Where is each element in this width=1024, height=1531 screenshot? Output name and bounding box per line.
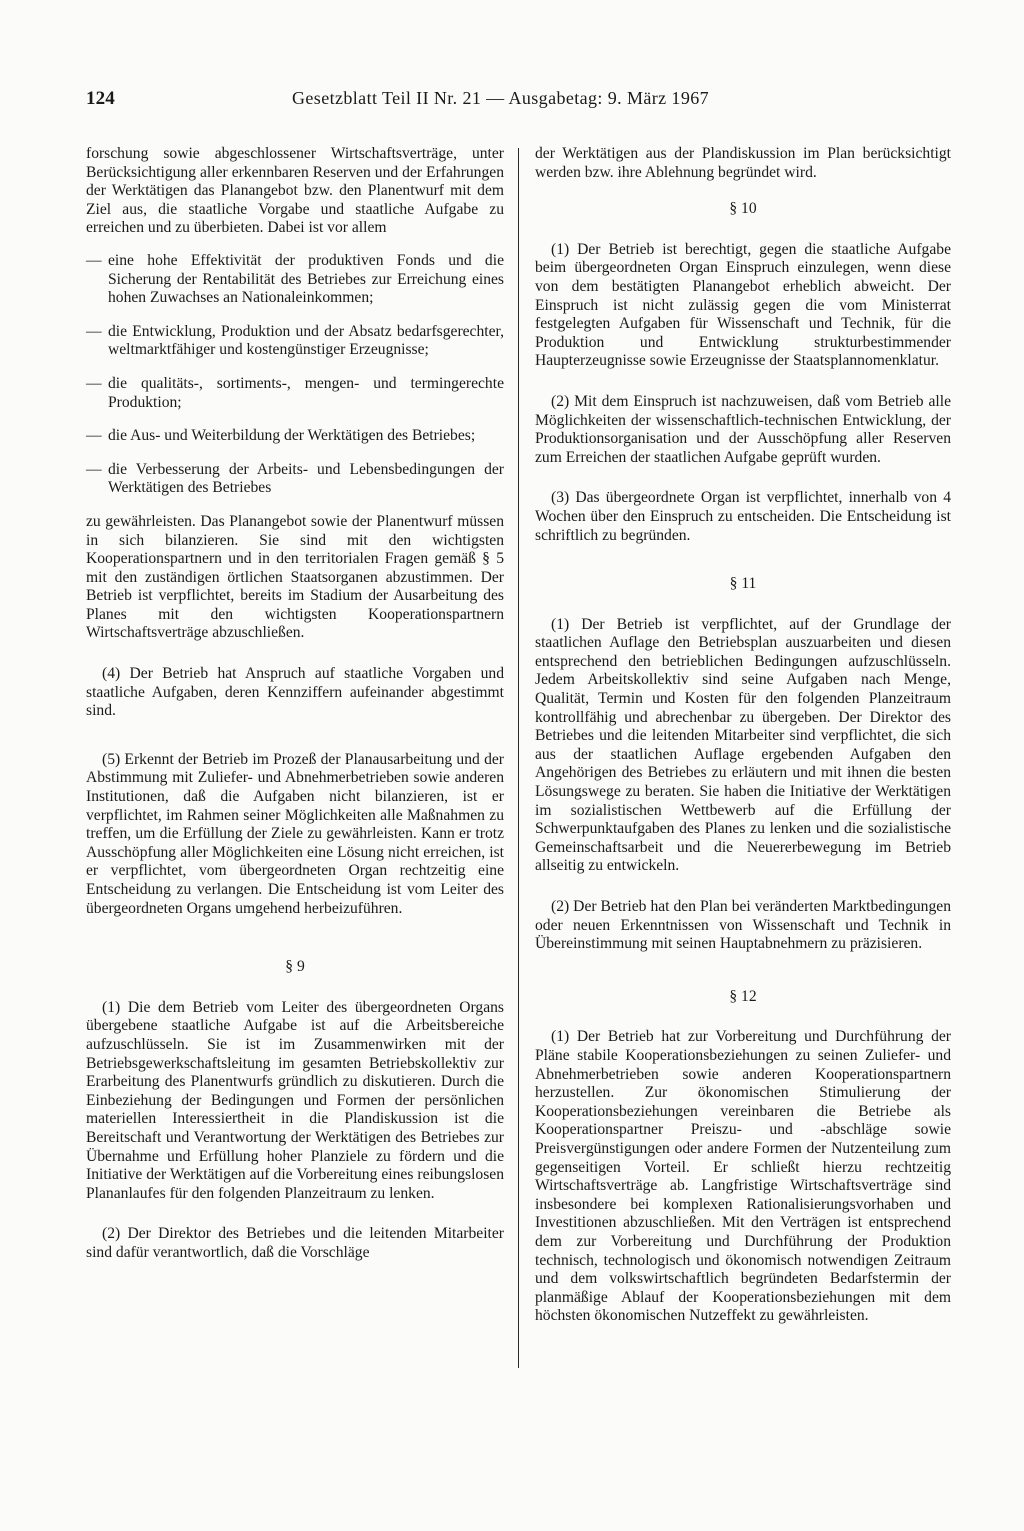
left-column — [86, 145, 504, 1263]
section-heading-12: § 12 — [729, 987, 757, 1005]
section-9-paragraph-1: (1) Die dem Betrieb vom Leiter des übergeordneten Organs übergebene staatliche Aufgabe ist auf die Arbeitsbereiche aufzuschlüsseln. Sie ist im Zusammenwirken mit der Betriebsgewerkschaftsleitung im gesamten Betriebskollektiv zur Erarbeitung des Planentwurfs gründlich zu diskutieren. Durch die Einbeziehung der Bedingungen und Formen der persönlichen materiellen Interessiertheit in die Plandiskussion ist die Bereitschaft und Verantwortung der Werktätigen des Betriebes zur Übernahme und Erfüllung hoher Planziele zu fördern und die Initiative der Werktätigen auf die Vorbereitung eines reibungslosen Plananlaufes für den folgenden Planzeitraum zu lenken. — [86, 998, 504, 1202]
paragraph-5: (5) Erkennt der Betrieb im Prozeß der Planausarbeitung und der Abstimmung mit Zuliefer- und Abnehmerbetrieben sowie anderen Institutionen, daß die Aufgaben nicht bilanzieren, ist er verpflichtet, im Rahmen seiner Möglichkeiten alle Maßnahmen zu treffen, um die Erfüllung der Ziele zu gewährleisten. Kann er trotz Ausschöpfung aller Möglichkeiten eine Lösung nicht erreichen, ist er verpflichtet, vom übergeordneten Organ rechtzeitig eine Entscheidung zu verlangen. Die Entscheidung ist vom Leiter des übergeordneten Organs umgehend herbeizuführen. — [86, 750, 504, 917]
list-item: — die Entwicklung, Produktion und der Absatz bedarfsgerechter, weltmarktfähiger und kostengünstiger Erzeugnisse; — [86, 323, 504, 360]
section-10-paragraph-2: (2) Mit dem Einspruch ist nachzuweisen, daß vom Betrieb alle Möglichkeiten der wissenschaftlich-technischen Entwicklung, der Produktionsorganisation und der Ausschöpfung aller Reserven zum Erreichen der staatlichen Aufgabe geprüft wurden. — [535, 392, 951, 466]
list-item: — die Verbesserung der Arbeits- und Lebensbedingungen der Werktätigen des Betriebes — [86, 461, 504, 498]
section-11-paragraph-1: (1) Der Betrieb ist verpflichtet, auf der Grundlage der staatlichen Auflage den Betriebsplan auszuarbeiten und diesen entsprechend den betrieblichen Bedingungen aufzuschlüsseln. Jedem Arbeitskollektiv sind seine Aufgaben nach Menge, Qualität, Termin und Kosten für den folgenden Planzeitraum kontrollfähig und abrechenbar zu übergeben. Der Direktor des Betriebes und die leitenden Mitarbeiter sind verpflichtet, die sich aus der staatlichen Auflage ergebenden Aufgaben den Angehörigen des Betriebes zu erläutern und mit ihnen die besten Lösungswege zu beraten. Sie haben die Initiative der Werktätigen im sozialistischen Wettbewerb auf die Erfüllung der Schwerpunktaufgaben des Planes zu lenken und die sozialistische Gemeinschaftsarbeit und die Neuererbewegung im Betrieb allseitig zu entwickeln. — [535, 615, 951, 875]
section-heading-11: § 11 — [729, 575, 757, 593]
list-item: — eine hohe Effektivität der produktiven Fonds und die Sicherung der Rentabilität des Betriebes zur Erreichung eines hohen Zuwachses an Nationaleinkommen; — [86, 252, 504, 308]
list-item: — die Aus- und Weiterbildung der Werktätigen des Betriebes; — [86, 427, 504, 446]
page-header — [86, 88, 952, 112]
after-list-paragraph: zu gewährleisten. Das Planangebot sowie der Planentwurf müssen in sich bilanzieren. Sie sind mit den wichtigsten Kooperationspartnern und in den territorialen Fragen gemäß § 5 mit den zuständigen örtlichen Staatsorganen abzustimmen. Der Betrieb ist verpflichtet, bereits im Stadium der Ausarbeitung des Planes mit den wichtigsten Kooperationspartnern Wirtschaftsverträge abzuschließen. — [86, 512, 504, 642]
column-divider — [518, 148, 519, 1368]
section-11-paragraph-2: (2) Der Betrieb hat den Plan bei veränderten Marktbedingungen oder neuen Erkenntnissen von Wissenschaft und Technik in Übereinstimmung mit seinen Hauptabnehmern zu präzisieren. — [535, 898, 951, 953]
page-number: 124 — [86, 88, 115, 109]
header-title: Gesetzblatt Teil II Nr. 21 — Ausgabetag: 9. März 1967 — [292, 88, 710, 108]
right-intro-paragraph: der Werktätigen aus der Plandiskussion im Plan berücksichtigt werden bzw. ihre Ablehnung begründet wird. — [535, 145, 951, 181]
section-heading-9: § 9 — [285, 958, 305, 976]
left-intro-paragraph: forschung sowie abgeschlossener Wirtschaftsverträge, unter Berücksichtigung aller erkennbaren Reserven und der Erfahrungen der Werktätigen das Planangebot bzw. den Planentwurf mit dem Ziel aus, die staatliche Vorgabe und staatliche Aufgabe zu erreichen und zu überbieten. Dabei ist vor allem — [86, 145, 504, 237]
list-item: — die qualitäts-, sortiments-, mengen- und termingerechte Produktion; — [86, 375, 504, 412]
right-column — [535, 145, 951, 1326]
section-10-paragraph-1: (1) Der Betrieb ist berechtigt, gegen die staatliche Aufgabe beim übergeordneten Organ Einspruch einzulegen, wenn diese von dem bestätigten Planangebot erheblich abweicht. Der Einspruch ist nicht zulässig gegen die vom Ministerrat festgelegten Aufgaben für Wissenschaft und Technik, für die Produktion und Entwicklung strukturbestimmender Haupterzeugnisse sowie Erzeugnisse der Staatsplannomenklatur. — [535, 240, 951, 370]
section-12-paragraph-1: (1) Der Betrieb hat zur Vorbereitung und Durchführung der Pläne stabile Kooperationsbeziehungen zu seinen Zuliefer- und Abnehmerbetrieben sowie anderen Kooperationspartnern herzustellen. Zur ökonomischen Stimulierung der Kooperationsbeziehungen vereinbaren die Betriebe als Kooperationspartner Preiszu- und -abschläge sowie Preisvergünstigungen oder andere Formen der Nutzenteilung zum gegenseitigen Vorteil. Er schließt hierzu rechtzeitig Wirtschaftsverträge ab. Langfristige Wirtschaftsverträge sind insbesondere bei komplexen Rationalisierungsvorhaben und Investitionen abzuschließen. Mit den Verträgen ist entsprechend dem zur Vorbereitung und Durchführung der Produktion technisch, technologisch und ökonomisch notwendigen Zeitraum und dem volkswirtschaftlich begründeten Bedarfstermin der planmäßige Ablauf der Kooperationsbeziehungen mit dem höchsten ökonomischen Nutzeffekt zu gewährleisten. — [535, 1028, 951, 1325]
obligations-list — [86, 252, 504, 498]
section-heading-10: § 10 — [729, 200, 757, 218]
section-10-paragraph-3: (3) Das übergeordnete Organ ist verpflichtet, innerhalb von 4 Wochen über den Einspruch zu entscheiden. Die Entscheidung ist schriftlich zu begründen. — [535, 489, 951, 544]
paragraph-4: (4) Der Betrieb hat Anspruch auf staatliche Vorgaben und staatliche Aufgaben, deren Kennziffern aufeinander abgestimmt sind. — [86, 665, 504, 720]
section-9-paragraph-2: (2) Der Direktor des Betriebes und die leitenden Mitarbeiter sind dafür verantwortlich, daß die Vorschläge — [86, 1225, 504, 1261]
